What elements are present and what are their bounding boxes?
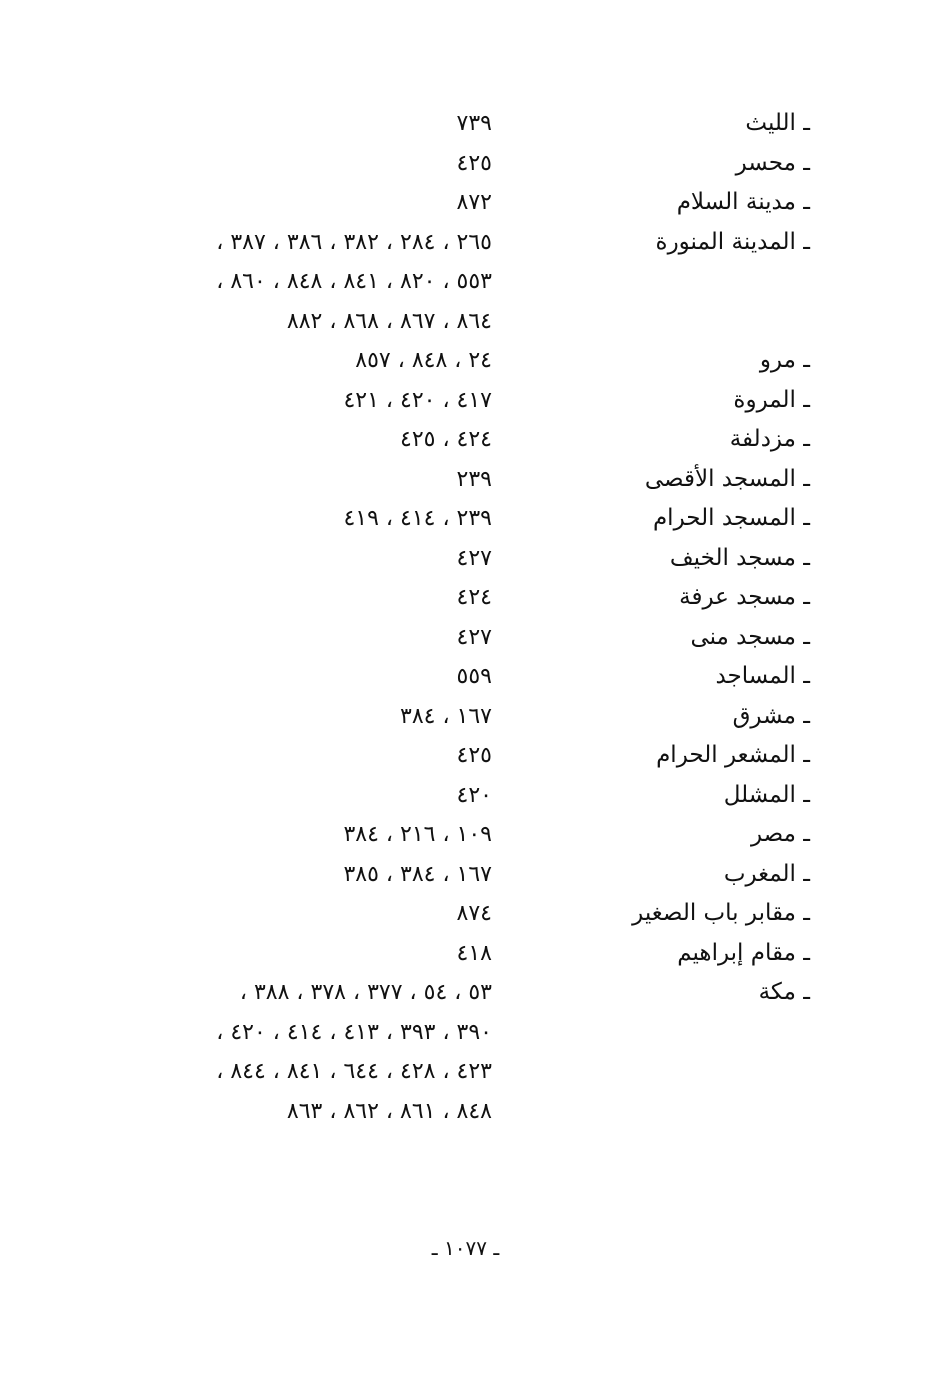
index-entry	[120, 381, 820, 421]
page-references	[120, 657, 492, 697]
page-reference-line: ١٠٩ ، ٢١٦ ، ٣٨٤	[343, 822, 492, 847]
page-reference-line: ٢٤ ، ٨٤٨ ، ٨٥٧	[355, 348, 492, 373]
index-entry	[120, 341, 820, 381]
page-reference-line: ٥٣ ، ٥٤ ، ٣٧٧ ، ٣٧٨ ، ٣٨٨ ،	[239, 980, 492, 1005]
page-reference-line: ٤٢٠	[456, 782, 492, 808]
place-name: ـ المدينة المنورة	[655, 228, 810, 255]
place-name: ـ المسجد الحرام	[652, 505, 810, 531]
index-entry	[120, 104, 820, 144]
index-entry	[120, 894, 820, 934]
place-name: ـ مزدلفة	[729, 426, 810, 452]
page-references	[120, 460, 492, 500]
page-reference-line: ٢٣٩	[456, 466, 492, 492]
index-entry	[120, 183, 820, 223]
page-reference-line: ١٦٧ ، ٣٨٤	[400, 703, 492, 729]
place-name: ـ مكة	[758, 979, 810, 1005]
page-references	[120, 973, 492, 1131]
page-reference-line: ٤٢٥	[456, 150, 492, 176]
page-reference-line: ٢٣٩ ، ٤١٤ ، ٤١٩	[343, 506, 492, 531]
page-reference-line: ٨٤٨ ، ٨٦١ ، ٨٦٢ ، ٨٦٣	[286, 1098, 492, 1124]
place-name: ـ مسجد عرفة	[679, 584, 810, 610]
index-entry	[120, 144, 820, 184]
page-reference-line: ٤٢٧	[456, 545, 492, 571]
page-reference-line: ٤٢٣ ، ٤٢٨ ، ٦٤٤ ، ٨٤١ ، ٨٤٤ ،	[216, 1059, 492, 1084]
place-name: ـ المشلل	[723, 781, 810, 808]
index-entry	[120, 578, 820, 618]
place-name: ـ المروة	[733, 386, 810, 413]
place-name: ـ مصر	[750, 821, 810, 847]
index-entry	[120, 539, 820, 579]
page-reference-line: ٤٢٤ ، ٤٢٥	[400, 427, 492, 452]
page-reference-line: ٥٥٩	[456, 664, 492, 689]
page-references	[120, 183, 492, 223]
page-references	[120, 618, 492, 658]
place-name: ـ محسر	[735, 149, 810, 176]
place-name: ـ المغرب	[723, 860, 810, 887]
page-reference-line: ٤٢٤	[456, 585, 492, 610]
page-reference-line: ٢٦٥ ، ٢٨٤ ، ٣٨٢ ، ٣٨٦ ، ٣٨٧ ،	[216, 229, 492, 255]
page-reference-line: ٥٥٣ ، ٨٢٠ ، ٨٤١ ، ٨٤٨ ، ٨٦٠ ،	[216, 269, 492, 294]
page-reference-line: ٤١٧ ، ٤٢٠ ، ٤٢١	[343, 387, 492, 413]
page-references	[120, 420, 492, 460]
index-entry	[120, 776, 820, 816]
page-reference-line: ٧٣٩	[456, 111, 492, 136]
index-entry	[120, 855, 820, 895]
place-name: ـ مرو	[759, 347, 810, 373]
index-entry	[120, 934, 820, 974]
page-number: ـ ١٠٧٧ ـ	[431, 1236, 500, 1260]
page-reference-line: ٤٢٧	[456, 624, 492, 650]
place-name: ـ مقابر باب الصغير	[632, 900, 810, 926]
page-reference-line: ٤٢٥	[456, 743, 492, 768]
place-name: ـ مسجد الخيف	[669, 544, 810, 571]
index-entry	[120, 460, 820, 500]
page-references	[120, 776, 492, 816]
page-references	[120, 104, 492, 144]
place-name: ـ الليث	[745, 110, 810, 136]
page-references	[120, 578, 492, 618]
index-entry	[120, 657, 820, 697]
page-references	[120, 144, 492, 184]
page-reference-line: ٤١٨	[456, 940, 492, 966]
place-name: ـ مقام إبراهيم	[677, 939, 810, 966]
index-entry	[120, 499, 820, 539]
page-references	[120, 934, 492, 974]
page-reference-line: ٣٩٠ ، ٣٩٣ ، ٤١٣ ، ٤١٤ ، ٤٢٠ ،	[216, 1019, 492, 1045]
place-name: ـ مسجد منى	[690, 623, 810, 650]
page-reference-line: ٨٧٢	[456, 190, 492, 215]
index-entry	[120, 973, 820, 1131]
page-references	[120, 855, 492, 895]
index-entry	[120, 420, 820, 460]
place-name: ـ المسجد الأقصى	[644, 465, 810, 492]
place-name: ـ مشرق	[732, 702, 810, 729]
index-entry	[120, 736, 820, 776]
page-references	[120, 499, 492, 539]
place-name: ـ مدينة السلام	[676, 189, 810, 215]
page-references	[120, 341, 492, 381]
place-name: ـ المشعر الحرام	[656, 742, 810, 768]
place-index	[120, 104, 820, 1131]
page-references	[120, 697, 492, 737]
index-entry	[120, 697, 820, 737]
page-references	[120, 539, 492, 579]
index-entry	[120, 618, 820, 658]
page-references	[120, 815, 492, 855]
place-name: ـ المساجد	[715, 663, 810, 689]
page-reference-line: ٨٦٤ ، ٨٦٧ ، ٨٦٨ ، ٨٨٢	[286, 308, 492, 334]
page-references	[120, 894, 492, 934]
page-references	[120, 223, 492, 342]
page-reference-line: ٨٧٤	[456, 901, 492, 926]
page-references	[120, 381, 492, 421]
index-entry	[120, 815, 820, 855]
page-references	[120, 736, 492, 776]
index-entry	[120, 223, 820, 342]
page-reference-line: ١٦٧ ، ٣٨٤ ، ٣٨٥	[343, 861, 492, 887]
